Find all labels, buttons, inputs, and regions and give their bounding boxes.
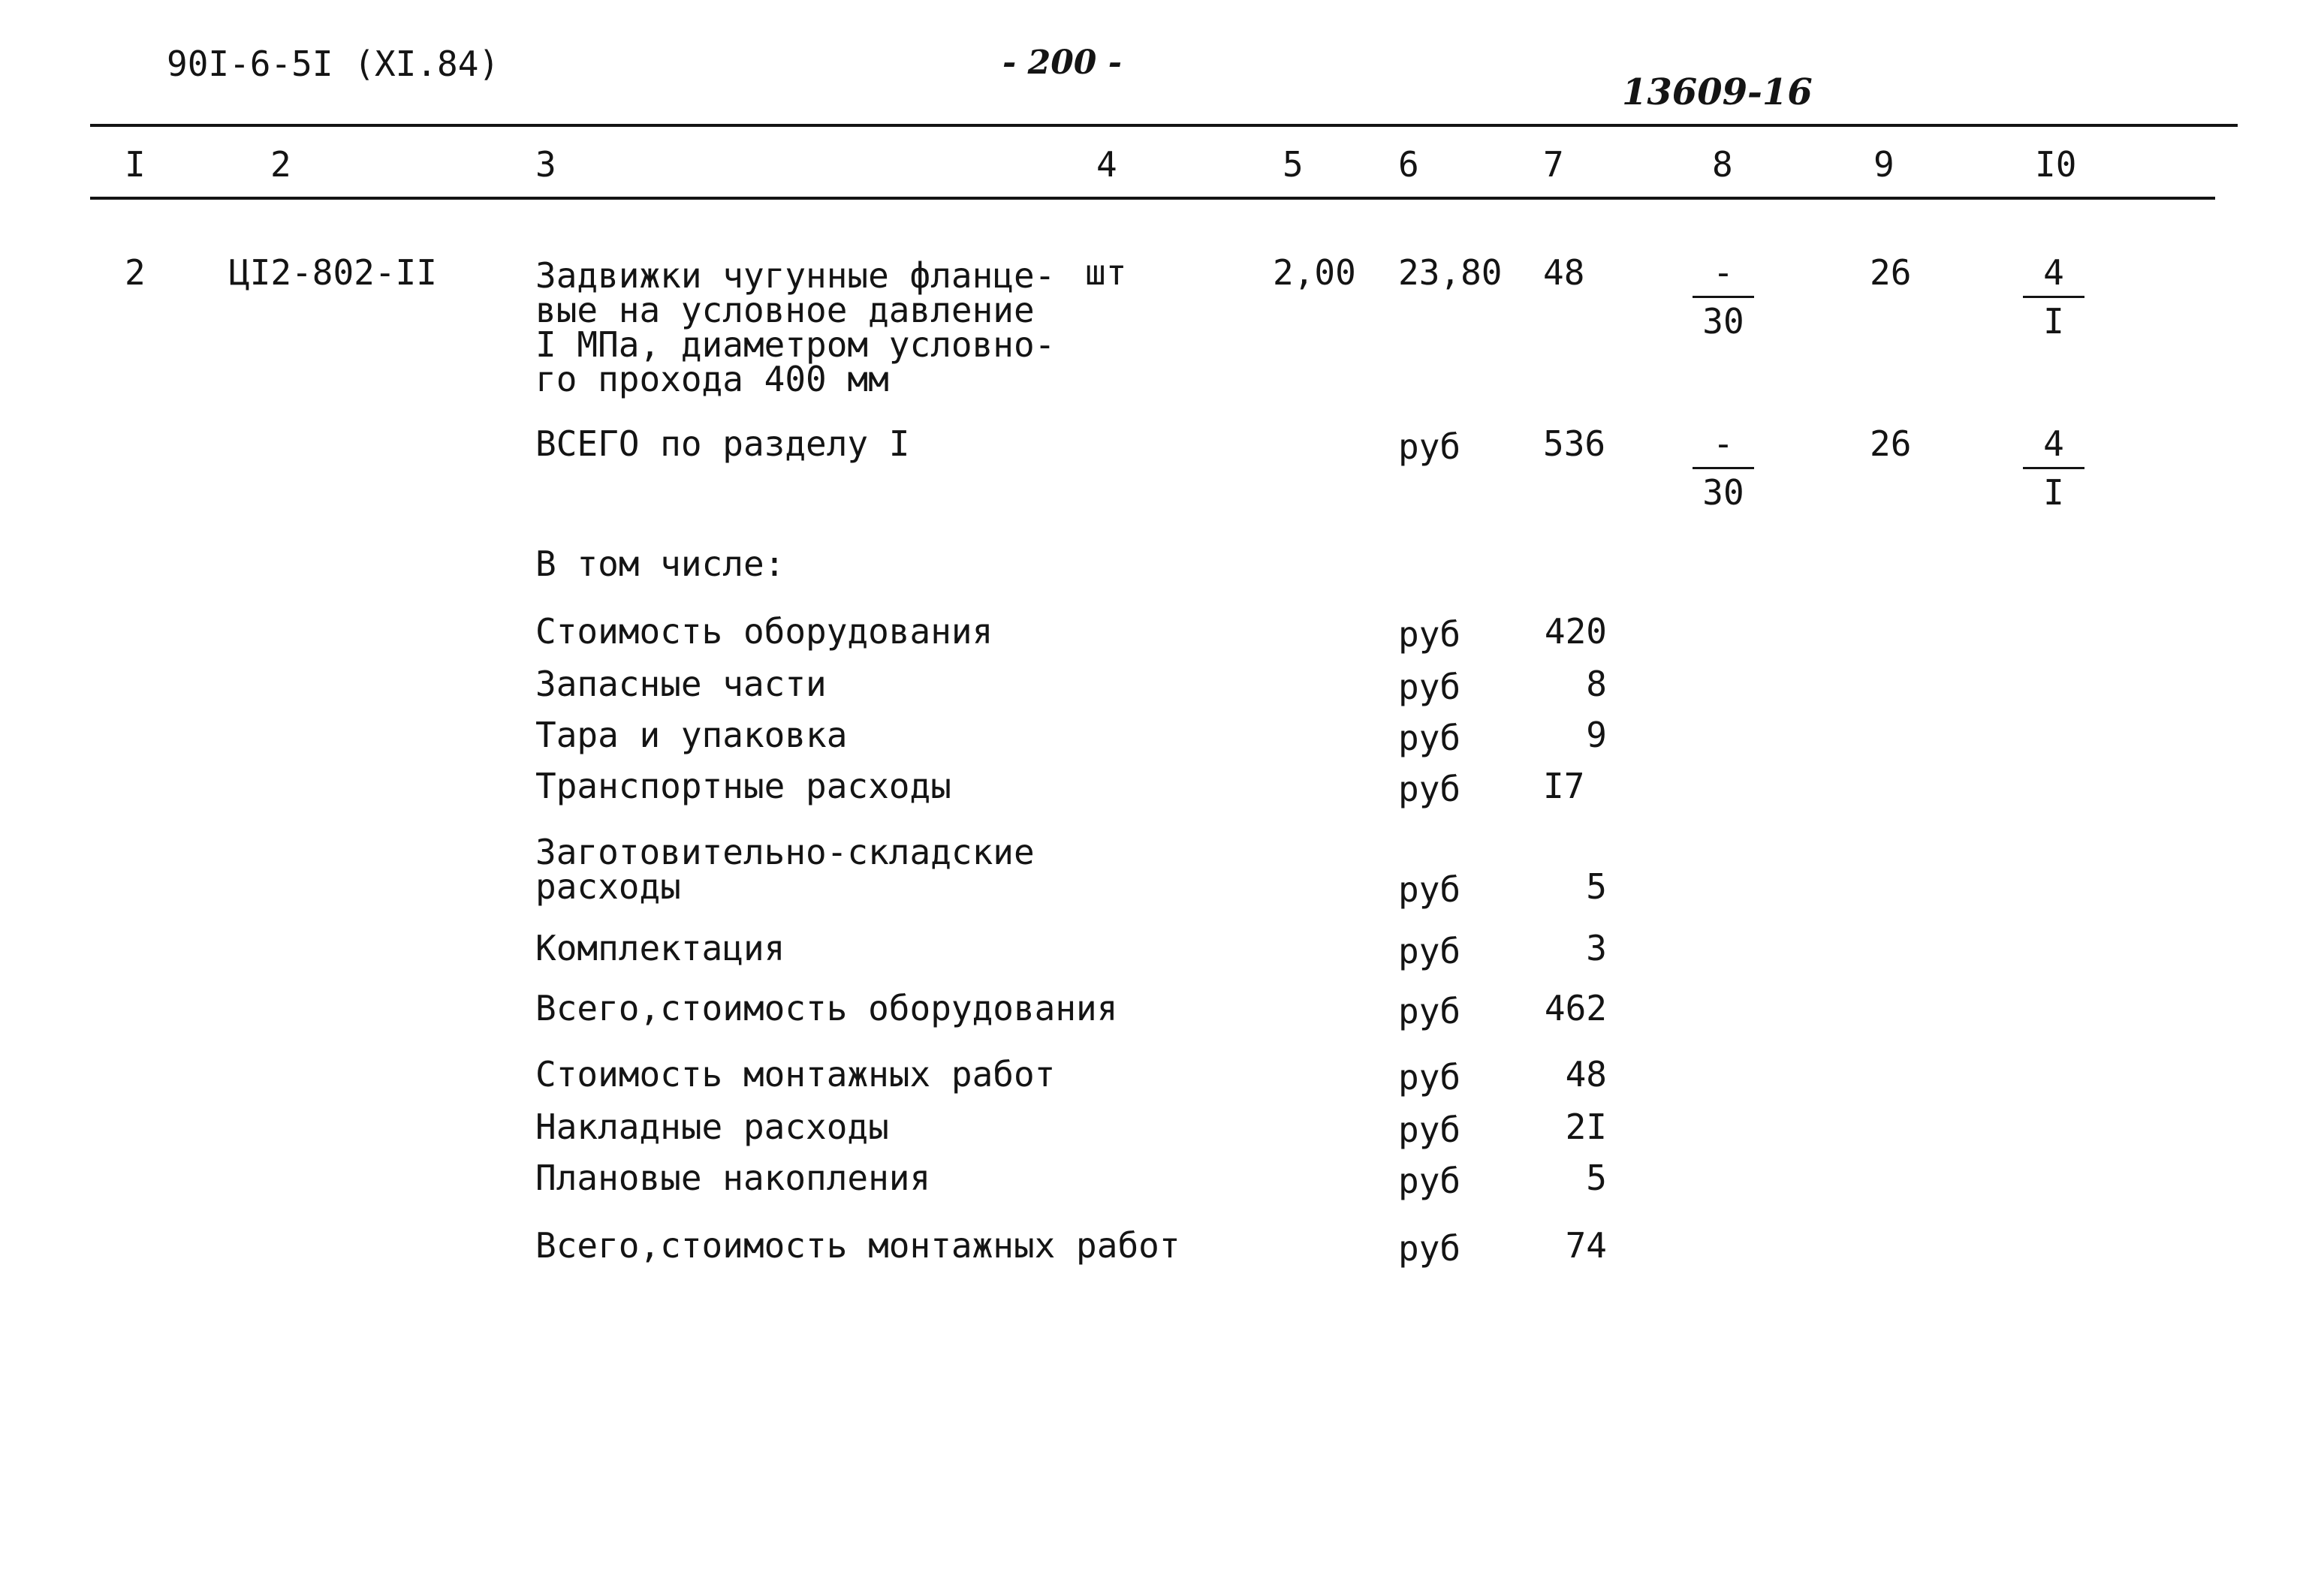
column-header-1: I [125,144,146,185]
column-header-3: 3 [535,144,556,185]
section-col10-fraction [2020,423,2087,513]
breakdown-label: Комплектация [535,928,785,968]
breakdown-label-line: Заготовительно-складские [535,832,1035,872]
breakdown-label: Стоимость монтажных работ [535,1054,1056,1095]
breakdown-value: 2I [1565,1107,1607,1147]
breakdown-unit: руб [1398,1110,1461,1150]
fraction-bar [2023,296,2084,298]
breakdown-unit: руб [1398,1057,1461,1098]
item-col10-fraction [2020,252,2087,342]
fraction-bar [2023,467,2084,469]
section-total-label: ВСЕГО по разделу I [535,423,910,464]
breakdown-value: 9 [1586,715,1607,755]
breakdown-value: 8 [1586,664,1607,704]
breakdown-value: 48 [1565,1054,1607,1095]
breakdown-label: Транспортные расходы [535,766,951,806]
header-rule [90,197,2215,200]
item-code: ЦI2-802-II [229,252,437,293]
top-rule [90,124,2238,127]
handwritten-code: 13609-16 [1622,71,1813,113]
section-col8-fraction [1690,423,1757,513]
fraction-top: - [1713,423,1734,464]
column-header-10: I0 [2035,144,2077,185]
breakdown-value: 74 [1565,1225,1607,1266]
column-header-4: 4 [1096,144,1117,185]
column-header-5: 5 [1283,144,1304,185]
breakdown-label: Всего,стоимость оборудования [535,988,1118,1028]
breakdown-value: 3 [1586,928,1607,968]
breakdown-label: Накладные расходы [535,1107,889,1147]
fraction-bottom: I [2043,472,2064,513]
column-header-9: 9 [1873,144,1895,185]
breakdown-unit: руб [1398,614,1461,655]
fraction-bottom: 30 [1702,472,1744,513]
section-col9: 26 [1870,423,1912,464]
item-description-line: го прохода 400 мм [535,359,889,399]
breakdown-value: 462 [1544,988,1607,1028]
page-number: - 200 - [1002,44,1123,82]
item-description-line: вые на условное давление [535,290,1035,330]
fraction-bottom: I [2043,301,2064,342]
breakdown-unit: руб [1398,991,1461,1031]
item-col9: 26 [1870,252,1912,293]
breakdown-label: Плановые накопления [535,1158,931,1198]
item-description-line: I МПа, диаметром условно- [535,324,1056,365]
breakdown-value: I7 [1543,766,1585,806]
section-total-value: 536 [1543,423,1606,464]
item-description [535,255,1056,399]
breakdown-unit: руб [1398,1228,1461,1269]
column-header-7: 7 [1543,144,1564,185]
item-price: 23,80 [1398,252,1503,293]
breakdown-label: Запасные части [535,664,827,704]
breakdown-unit: руб [1398,667,1461,707]
fraction-top: - [1713,252,1734,293]
item-quantity: 2,00 [1273,252,1356,293]
breakdown-value: 5 [1586,1158,1607,1198]
item-col8-fraction [1690,252,1757,342]
column-header-6: 6 [1398,144,1419,185]
breakdown-unit: руб [1398,1161,1461,1201]
document-code: 90I-6-5I (XI.84) [167,44,500,84]
row-number: 2 [125,252,146,293]
fraction-top: 4 [2043,252,2064,293]
section-total-unit: руб [1398,426,1461,467]
item-description-line: Задвижки чугунные фланце- [535,255,1056,296]
breakdown-value: 5 [1586,866,1607,907]
item-unit: шт [1085,252,1127,293]
breakdown-unit: руб [1398,869,1461,910]
fraction-bottom: 30 [1702,301,1744,342]
breakdown-label: Стоимость оборудования [535,611,993,652]
fraction-bar [1693,296,1754,298]
column-header-8: 8 [1712,144,1733,185]
breakdown-unit: руб [1398,769,1461,809]
breakdown-unit: руб [1398,718,1461,758]
column-header-2: 2 [270,144,291,185]
breakdown-label [535,832,1035,907]
breakdown-unit: руб [1398,931,1461,971]
breakdown-label-line: расходы [535,866,681,907]
breakdown-title: В том числе: [535,544,785,584]
fraction-bar [1693,467,1754,469]
breakdown-label: Тара и упаковка [535,715,848,755]
item-total: 48 [1543,252,1585,293]
breakdown-value: 420 [1544,611,1607,652]
fraction-top: 4 [2043,423,2064,464]
breakdown-label: Всего,стоимость монтажных работ [535,1225,1180,1266]
